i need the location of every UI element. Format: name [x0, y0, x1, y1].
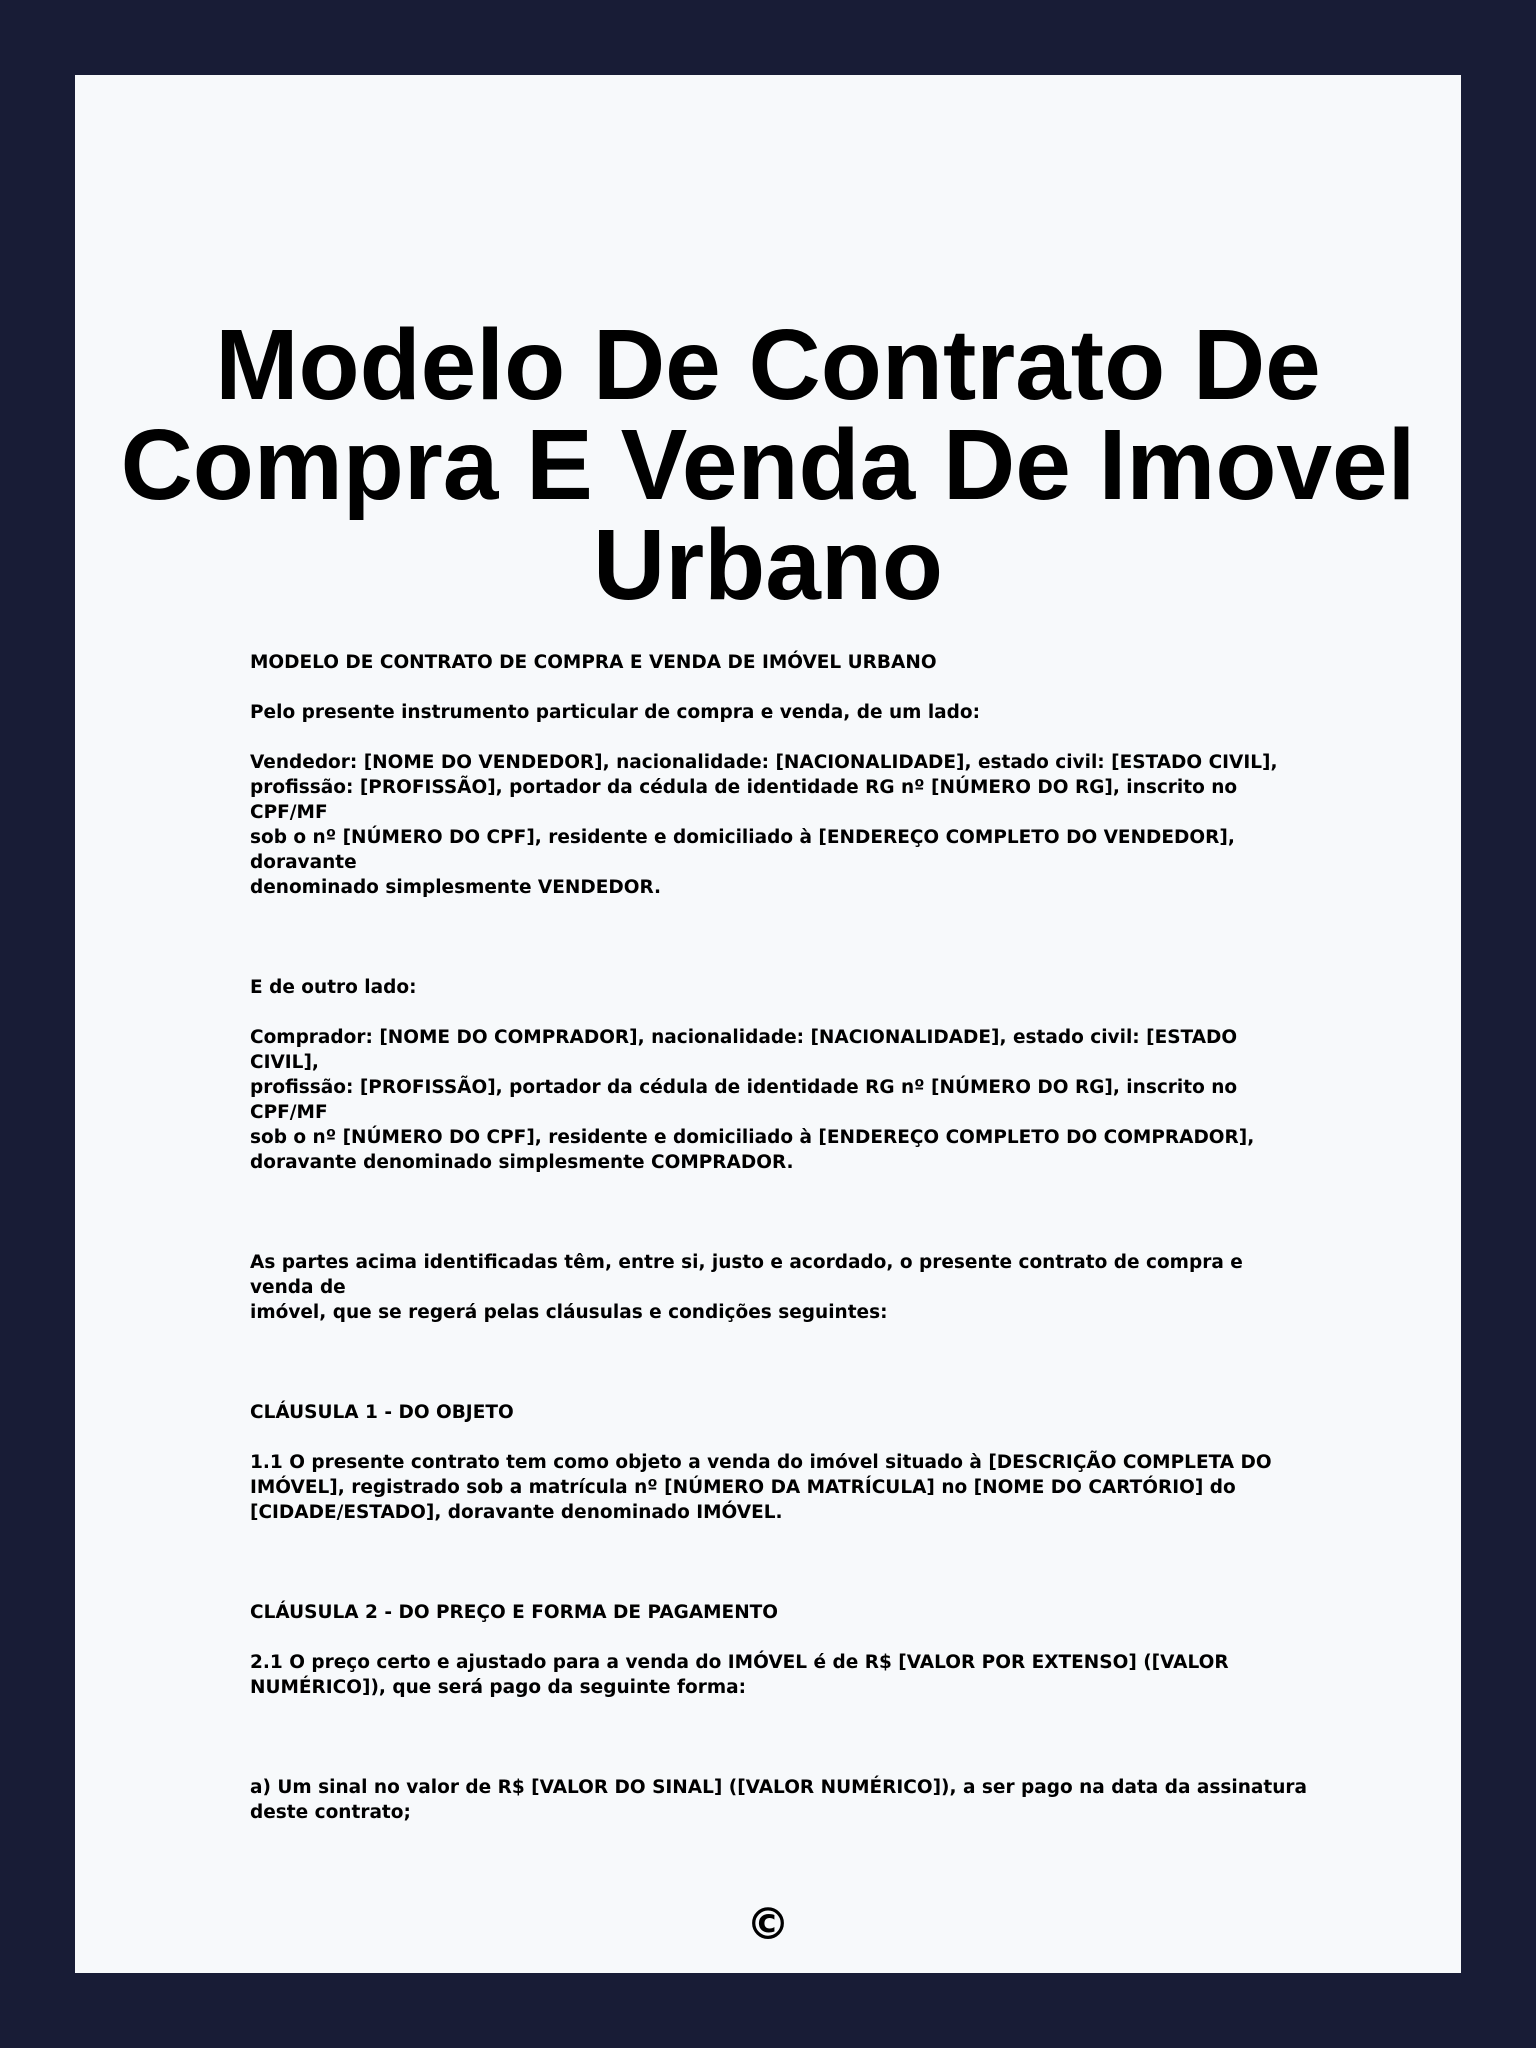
clausula-2-title: CLÁUSULA 2 - DO PREÇO E FORMA DE PAGAMENTO [250, 1602, 779, 1623]
document-body [250, 650, 1310, 1890]
clausula-1-title: CLÁUSULA 1 - DO OBJETO [250, 1402, 514, 1423]
contract-heading: MODELO DE CONTRATO DE COMPRA E VENDA DE IMÓVEL URBANO [250, 652, 937, 673]
document-page [75, 75, 1461, 1973]
intro-paragraph: Pelo presente instrumento particular de compra e venda, de um lado: [250, 702, 981, 723]
document-title: Modelo De Contrato De Compra E Venda De Imovel Urbano [120, 309, 1416, 621]
item-a: a) Um sinal no valor de R$ [VALOR DO SINAL] ([VALOR NUMÉRICO]), a ser pago na data da assinatura deste contrato; [250, 1777, 1308, 1823]
partes-paragraph: As partes acima identificadas têm, entre si, justo e acordado, o presente contrato de compra e venda de imóvel, que se regerá pelas cláusulas e condições seguintes: [250, 1252, 1243, 1323]
copyright-icon: © [746, 1899, 790, 1950]
comprador-paragraph: Comprador: [NOME DO COMPRADOR], nacionalidade: [NACIONALIDADE], estado civil: [ESTADO CIVIL], profissão: [PROFISSÃO], portador da cédula de identidade RG nº [NÚMERO DO RG], inscrito no CPF/MF sob o nº [NÚMERO DO CPF], residente e domiciliado à [ENDEREÇO COMPLETO DO COMPRADOR], doravante denominado simplesmente COMPRADOR. [250, 1027, 1255, 1173]
clausula-1-1: 1.1 O presente contrato tem como objeto a venda do imóvel situado à [DESCRIÇÃO COMPLETA DO IMÓVEL], registrado sob a matrícula nº [NÚMERO DA MATRÍCULA] no [NOME DO CARTÓRIO] do [CIDADE/ESTADO], doravante denominado IMÓVEL. [250, 1452, 1272, 1523]
vendedor-paragraph: Vendedor: [NOME DO VENDEDOR], nacionalidade: [NACIONALIDADE], estado civil: [ESTADO CIVIL], profissão: [PROFISSÃO], portador da cédula de identidade RG nº [NÚMERO DO RG], inscrito no CPF/MF sob o nº [NÚMERO DO CPF], residente e domiciliado à [ENDEREÇO COMPLETO DO VENDEDOR], doravante denominado simplesmente VENDEDOR. [250, 752, 1278, 898]
outro-lado-paragraph: E de outro lado: [250, 977, 417, 998]
clausula-2-1: 2.1 O preço certo e ajustado para a venda do IMÓVEL é de R$ [VALOR POR EXTENSO] ([VALOR NUMÉRICO]), que será pago da seguinte forma: [250, 1652, 1229, 1698]
